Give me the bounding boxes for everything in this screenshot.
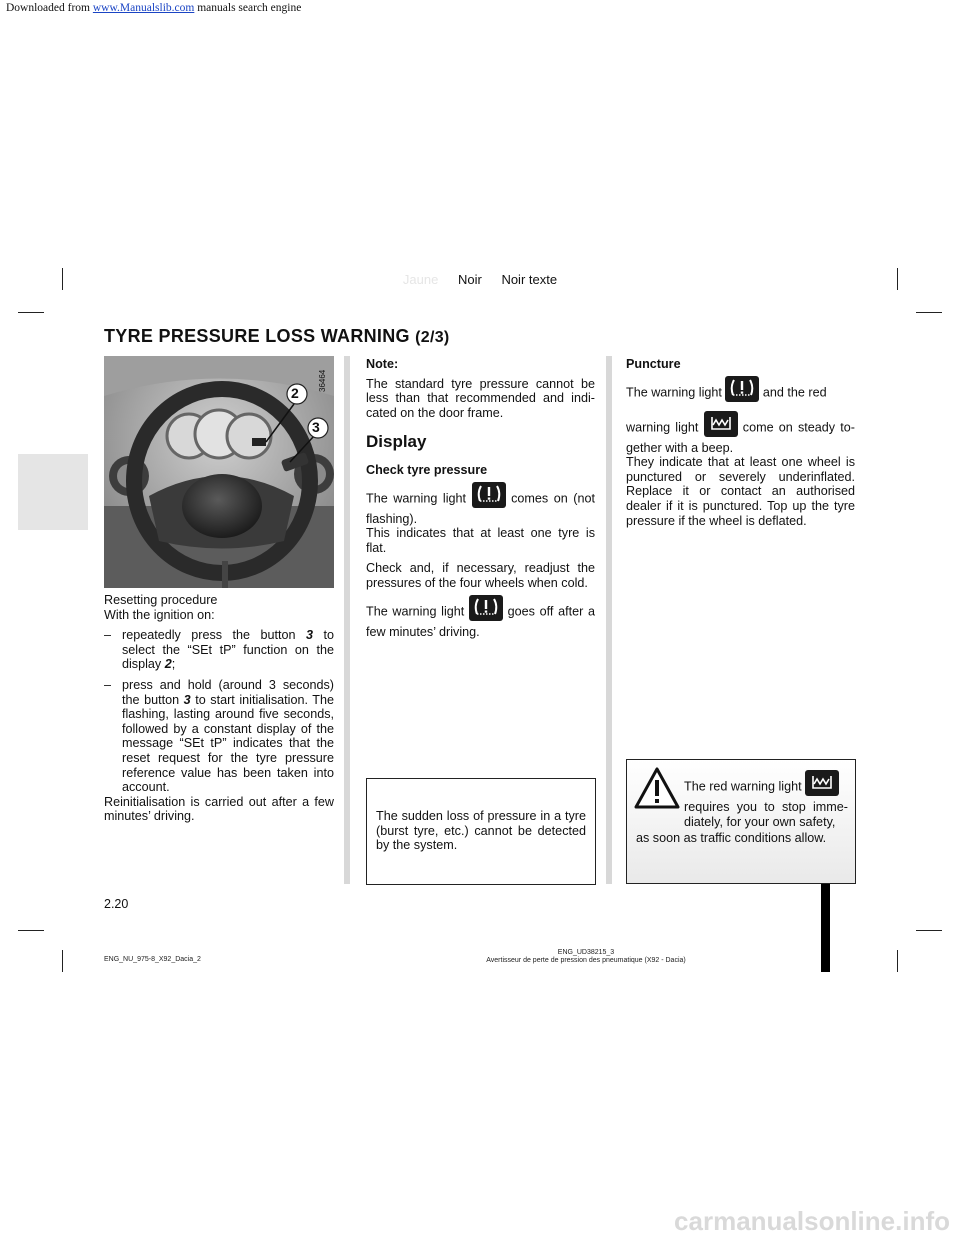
note-label: Note: (366, 357, 399, 371)
footer-left-code: ENG_NU_975-8_X92_Dacia_2 (104, 956, 201, 963)
color-label-noir-texte: Noir texte (501, 272, 558, 287)
download-prefix: Downloaded from (6, 2, 93, 14)
callout-2: 2 (291, 385, 299, 401)
middle-column (366, 357, 595, 639)
color-separation-labels (0, 272, 960, 287)
warning-triangle-icon (634, 767, 680, 809)
color-label-jaune: Jaune (402, 272, 439, 287)
tyre-pressure-warning-icon (469, 595, 503, 621)
puncture-line-2: warning light come on steady together with a beep. (626, 415, 855, 456)
left-column (104, 593, 334, 824)
crop-mark (18, 930, 44, 931)
column-separator (606, 356, 612, 884)
crop-mark (916, 930, 942, 931)
step-dash: – (104, 677, 112, 692)
safety-warning-box (626, 759, 856, 884)
chapter-tab (18, 454, 88, 530)
closing-text: Reinitialisation is carried out after a few minutes’ driving. (104, 794, 334, 824)
footer-right-code: ENG_UD38215_3 (557, 949, 615, 956)
tyre-pressure-warning-icon (725, 376, 759, 402)
crop-mark (18, 312, 44, 313)
tyre-pressure-warning-icon (472, 482, 506, 508)
section-display-title: Display (366, 432, 427, 452)
title-main: TYRE PRESSURE LOSS WARNING (104, 326, 410, 346)
carmanualsonline-watermark: carmanualsonline.info (674, 1206, 950, 1236)
red-tyre-warning-icon (805, 770, 839, 796)
puncture-heading: Puncture (626, 357, 681, 371)
step-dash: – (104, 628, 112, 643)
color-label-noir: Noir (457, 272, 482, 287)
crop-mark (916, 312, 942, 313)
puncture-explanation: They indicate that at least one wheel is punctured or severely underinflated. Replace it or contact an authorised dealer if it is punctured. Top up the tyre pressure if the wheel is deflated. (626, 455, 855, 528)
sudden-loss-note-box (366, 778, 596, 885)
ref-3: 3 (306, 628, 314, 643)
resetting-heading: Resetting procedure (104, 593, 218, 607)
warning-light-on-text: The warning light comes on (not flashing). (366, 486, 595, 527)
dashboard-illustration (104, 356, 334, 588)
note-text: The standard tyre pressure cannot be less than that recommended and indicated on the door frame. (366, 376, 595, 420)
steering-wheel-illustration (104, 356, 334, 588)
ref-2: 2 (164, 657, 172, 672)
section-marker-bar (821, 884, 830, 972)
page-title (104, 326, 450, 347)
footer-right-desc: Avertisseur de perte de pression des pneumatique (X92 - Dacia) (486, 957, 686, 964)
page-number: 2.20 (104, 897, 129, 911)
puncture-line-1: The warning light and the red (626, 380, 855, 406)
step-2: – press and hold (around 3 seconds) the button 3 to start initialisation. The flashing, lasting around five seconds, followed by a constant display of the message “SEt tP” indicates that the reset request for the tyre pressure reference value has been taken into account. (104, 677, 334, 795)
crop-mark (897, 950, 898, 972)
ignition-heading: With the ignition on: (104, 607, 215, 622)
sudden-loss-note-text: The sudden loss of pressure in a tyre (burst tyre, etc.) cannot be detected by the system. (376, 809, 586, 853)
callout-3: 3 (312, 419, 320, 435)
manualslib-link[interactable]: www.Manualslib.com (92, 2, 195, 14)
ref-3: 3 (183, 692, 191, 707)
safety-warning-line-2: requires you to stop immediately, for your own safety, (684, 800, 848, 829)
crop-mark (62, 950, 63, 972)
safety-warning-text (684, 774, 848, 829)
manualslib-header (6, 2, 301, 14)
check-adjust-text: Check and, if necessary, readjust the pressures of the four wheels when cold. (366, 561, 595, 590)
safety-warning-line-1: The red warning light (684, 774, 848, 800)
title-part: (2/3) (415, 329, 450, 346)
column-separator (344, 356, 350, 884)
safety-warning-line-3: as soon as traffic conditions allow. (636, 831, 827, 845)
warning-light-off-text: The warning light goes off after a few minutes’ driving. (366, 599, 595, 640)
check-pressure-heading: Check tyre pressure (366, 462, 488, 477)
image-ref-number: 36464 (318, 369, 327, 392)
step-1: – repeatedly press the button 3 to select the “SEt tP” function on the display 2; (104, 628, 334, 672)
red-tyre-warning-icon (704, 411, 738, 437)
download-suffix: manuals search engine (194, 2, 302, 14)
right-column (626, 357, 855, 528)
flat-tyre-text: This indicates that at least one tyre is flat. (366, 526, 595, 555)
